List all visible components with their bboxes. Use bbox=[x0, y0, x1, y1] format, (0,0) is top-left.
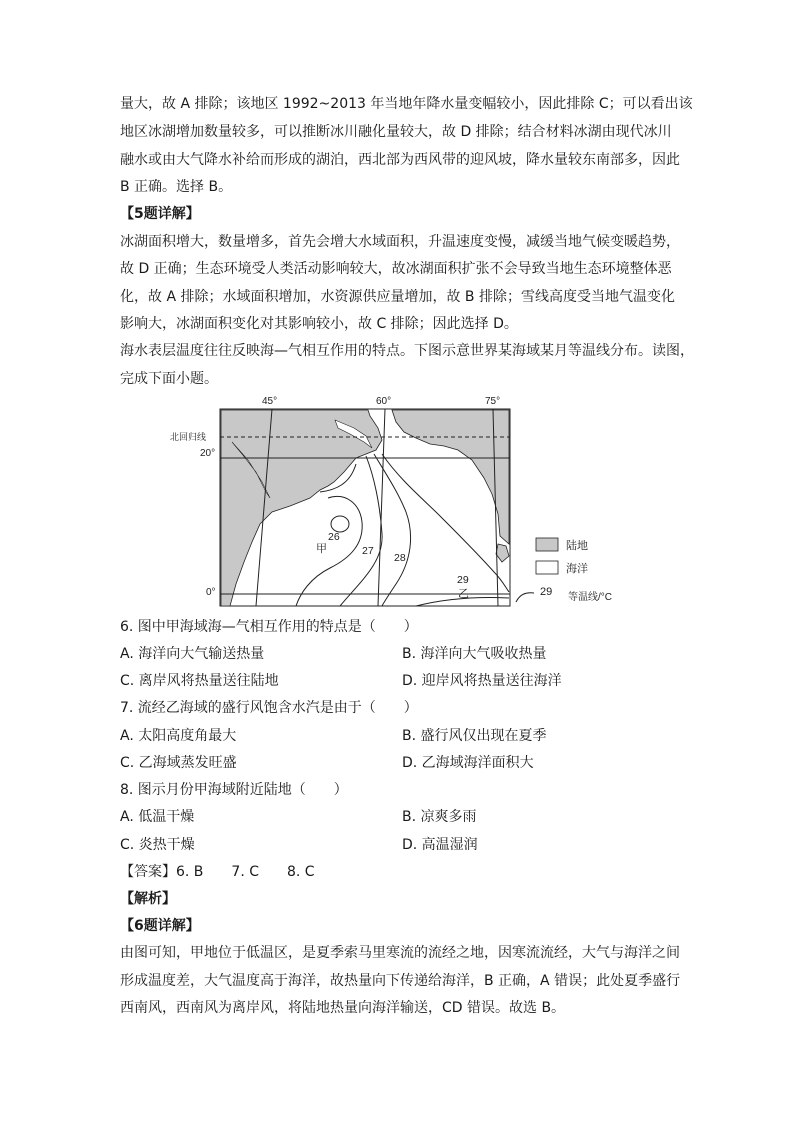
legend-isotherm-label: 等温线/°C bbox=[568, 592, 612, 603]
legend-isotherm-line bbox=[516, 593, 534, 602]
lat-label-20: 20° bbox=[200, 448, 216, 459]
text-line: 完成下面小题。 bbox=[120, 371, 218, 387]
isotherm-label-26: 26 bbox=[328, 531, 340, 543]
option-d: D. 乙海域海洋面积大 bbox=[402, 755, 534, 771]
legend-land-label: 陆地 bbox=[566, 540, 588, 552]
legend-land-swatch bbox=[536, 538, 558, 551]
isotherm-label-27: 27 bbox=[362, 545, 374, 557]
tropic-label: 北回归线 bbox=[170, 432, 207, 442]
question-stem: 8. 图示月份甲海域附近陆地（ ） bbox=[120, 782, 348, 798]
text-line: 形成温度差，大气温度高于海洋，故热量向下传递给海洋，B 正确，A 错误；此处夏季盛行 bbox=[120, 973, 681, 989]
text-line: 西南风，西南风为离岸风，将陆地热量向海洋输送，CD 错误。故选 B。 bbox=[120, 1000, 566, 1016]
text-line: 故 D 正确；生态环境受人类活动影响较大，故冰湖面积扩张不会导致当地生态环境整体恶 bbox=[120, 261, 672, 277]
legend-ocean-label: 海洋 bbox=[566, 563, 588, 575]
option-a: A. 海洋向大气输送热量 bbox=[120, 646, 265, 662]
analysis-heading: 【解析】 bbox=[120, 891, 176, 907]
question-stem: 6. 图中甲海域海—气相互作用的特点是（ ） bbox=[120, 619, 418, 635]
text-line: 影响大，冰湖面积变化对其影响较小，故 C 排除；因此选择 D。 bbox=[120, 316, 518, 332]
question-stem: 7. 流经乙海域的盛行风饱含水汽是由于（ ） bbox=[120, 700, 418, 716]
option-b: B. 海洋向大气吸收热量 bbox=[402, 646, 547, 662]
isotherm-label-28: 28 bbox=[394, 552, 406, 564]
isotherm-map-figure bbox=[160, 394, 640, 612]
option-c: C. 离岸风将热量送往陆地 bbox=[120, 673, 279, 689]
text-line: B 正确。选择 B。 bbox=[120, 179, 233, 195]
legend-isotherm-value: 29 bbox=[540, 586, 553, 598]
lon-label-45: 45° bbox=[262, 396, 278, 407]
text-line: 海水表层温度往往反映海—气相互作用的特点。下图示意世界某海域某月等温线分布。读图， bbox=[120, 343, 694, 359]
section-heading-5: 【5题详解】 bbox=[120, 206, 200, 222]
text-line: 地区冰湖增加数量较多，可以推断冰川融化量较大，故 D 排除；结合材料冰湖由现代冰川 bbox=[120, 124, 672, 140]
legend-ocean-swatch bbox=[536, 561, 558, 574]
lat-label-0: 0° bbox=[206, 587, 216, 598]
option-a: A. 太阳高度角最大 bbox=[120, 728, 237, 744]
answer-line: 【答案】6. B 7. C 8. C bbox=[120, 864, 315, 880]
lon-label-75: 75° bbox=[485, 396, 501, 407]
lon-label-60: 60° bbox=[376, 396, 392, 407]
option-b: B. 凉爽多雨 bbox=[402, 809, 477, 825]
option-b: B. 盛行风仅出现在夏季 bbox=[402, 728, 547, 744]
section-heading-6: 【6题详解】 bbox=[120, 918, 200, 934]
option-d: D. 高温湿润 bbox=[402, 837, 478, 853]
option-c: C. 炎热干燥 bbox=[120, 837, 195, 853]
place-label-yi: 乙 bbox=[458, 588, 469, 600]
option-c: C. 乙海域蒸发旺盛 bbox=[120, 755, 237, 771]
text-line: 融水或由大气降水补给而形成的湖泊，西北部为西风带的迎风坡，降水量较东南部多，因此 bbox=[120, 152, 680, 168]
isotherm-label-29: 29 bbox=[457, 574, 469, 586]
text-line: 由图可知，甲地位于低温区，是夏季索马里寒流的流经之地，因寒流流经，大气与海洋之间 bbox=[120, 945, 680, 961]
text-line: 化，故 A 排除；水域面积增加，水资源供应量增加，故 B 排除；雪线高度受当地气温变化 bbox=[120, 289, 675, 305]
legend bbox=[516, 538, 612, 603]
place-label-jia: 甲 bbox=[316, 543, 327, 555]
option-d: D. 迎岸风将热量送往海洋 bbox=[402, 673, 562, 689]
text-line: 量大，故 A 排除；该地区 1992~2013 年当地年降水量变幅较小，因此排除 C；可以看出该 bbox=[120, 96, 693, 112]
option-a: A. 低温干燥 bbox=[120, 809, 195, 825]
text-line: 冰湖面积增大，数量增多，首先会增大水域面积，升温速度变慢，减缓当地气候变暖趋势， bbox=[120, 234, 680, 250]
